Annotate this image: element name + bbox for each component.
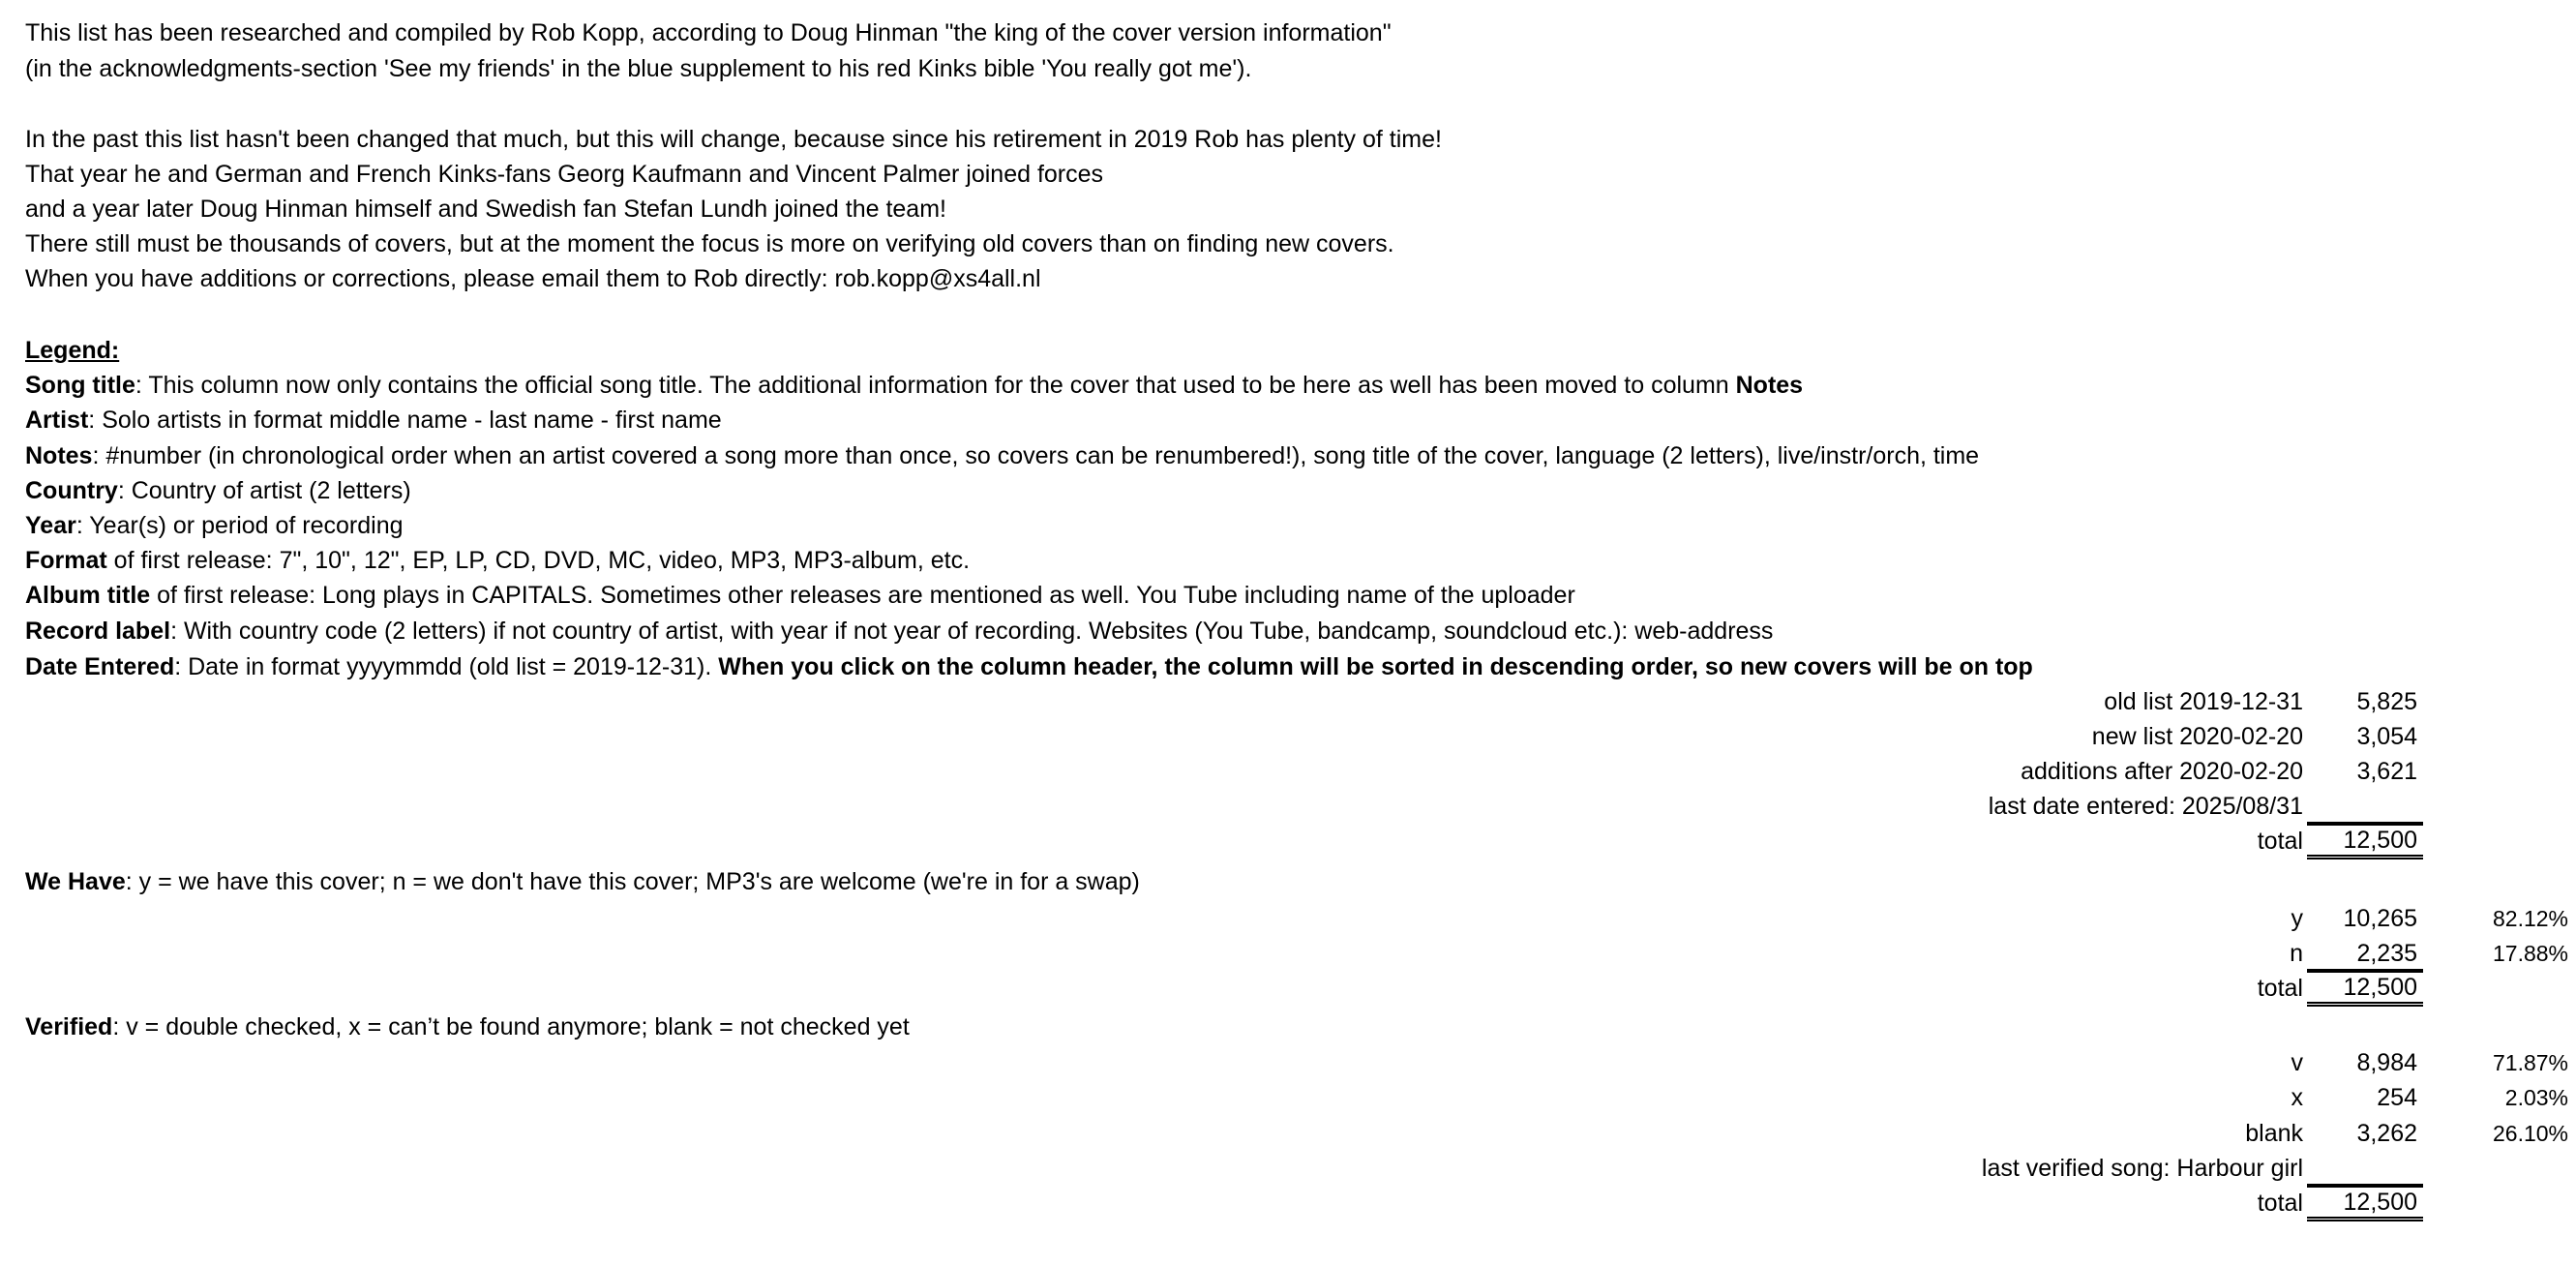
we-have-pct-n: 17.88%	[2492, 941, 2568, 966]
we-have-text: : y = we have this cover; n = we don't have this cover; MP3's are welcome (we're in for a swap)	[125, 868, 1140, 895]
intro-line-5: and a year later Doug Hinman himself and Swedish fan Stefan Lundh joined the team!	[25, 196, 946, 223]
legend-term: Notes	[25, 442, 93, 469]
totals-value-old-list: 5,825	[2356, 688, 2417, 715]
legend-term: Year	[25, 512, 76, 539]
legend-item-album-title	[25, 580, 1575, 611]
verified-value-v: 8,984	[2356, 1049, 2417, 1076]
legend-text: : With country code (2 letters) if not country of artist, with year if not year of recording. Websites (You Tube, bandcamp, soundcloud etc.): web-address	[170, 618, 1774, 645]
legend-text: : Date in format yyyymmdd (old list = 2019-12-31).	[174, 653, 719, 680]
legend-item-artist	[25, 405, 722, 436]
legend-term: Country	[25, 477, 118, 504]
totals-value-additions: 3,621	[2356, 758, 2417, 785]
we-have-label-n: n	[2290, 940, 2303, 967]
we-have-value-y: 10,265	[2343, 905, 2417, 932]
totals-value-new-list: 3,054	[2356, 723, 2417, 750]
legend-term: Format	[25, 547, 107, 574]
legend-term: Date Entered	[25, 653, 175, 680]
we-have-pct-y: 82.12%	[2492, 906, 2568, 931]
verified-label-v: v	[2291, 1049, 2303, 1076]
verified-total-label: total	[2257, 1190, 2303, 1217]
legend-text: : Year(s) or period of recording	[75, 512, 404, 539]
legend-item-year	[25, 510, 404, 541]
legend-heading: Legend:	[25, 337, 120, 364]
verified-label-blank: blank	[2245, 1120, 2303, 1147]
legend-item-format	[25, 545, 970, 576]
legend-item-song-title	[25, 370, 1803, 401]
intro-line-4: That year he and German and French Kinks-fans Georg Kaufmann and Vincent Palmer joined forces	[25, 161, 1104, 188]
verified-value-last-song	[2307, 1153, 2423, 1186]
verified-value-x: 254	[2377, 1084, 2417, 1111]
legend-text: : #number (in chronological order when an artist covered a song more than once, so covers can be renumbered!), song title of the cover, language (2 letters), live/instr/orch, time	[92, 442, 1980, 469]
verified-label-x: x	[2291, 1084, 2303, 1111]
verified-pct-x: 2.03%	[2504, 1085, 2568, 1110]
verified-term: Verified	[25, 1013, 113, 1040]
legend-text: of first release: Long plays in CAPITALS. Sometimes other releases are mentioned as well. You Tube including name of the uploader	[150, 582, 1575, 609]
legend-bold-tail: Notes	[1735, 372, 1804, 399]
legend-item-country	[25, 475, 411, 506]
legend-text: : Country of artist (2 letters)	[117, 477, 411, 504]
we-have-value-n: 2,235	[2307, 938, 2423, 971]
we-have-total-label: total	[2257, 975, 2303, 1002]
we-have-term: We Have	[25, 868, 126, 895]
verified-label-last-song: last verified song: Harbour girl	[1981, 1155, 2303, 1182]
totals-label-new-list: new list 2020-02-20	[2091, 723, 2303, 750]
totals-value-last-date	[2307, 791, 2423, 824]
totals-label-additions: additions after 2020-02-20	[2021, 758, 2303, 785]
legend-term: Record label	[25, 618, 171, 645]
we-have-total-value: 12,500	[2307, 971, 2423, 1007]
verified-pct-v: 71.87%	[2492, 1050, 2568, 1075]
verified-text: : v = double checked, x = can’t be found anymore; blank = not checked yet	[112, 1013, 910, 1040]
legend-text: of first release: 7", 10", 12", EP, LP, CD, DVD, MC, video, MP3, MP3-album, etc.	[106, 547, 971, 574]
verified-description	[25, 1011, 910, 1042]
legend-item-record-label	[25, 616, 1773, 647]
verified-value-blank: 3,262	[2356, 1120, 2417, 1147]
intro-line-1: This list has been researched and compiled by Rob Kopp, according to Doug Hinman "the king of the cover version information"	[25, 19, 1392, 46]
verified-pct-blank: 26.10%	[2492, 1121, 2568, 1146]
legend-text: : Solo artists in format middle name - last name - first name	[88, 407, 722, 434]
verified-total-value: 12,500	[2307, 1186, 2423, 1221]
legend-text: : This column now only contains the official song title. The additional information for the cover that used to be here as well has been moved to column	[135, 372, 1736, 399]
legend-item-notes	[25, 440, 1979, 471]
legend-term: Song title	[25, 372, 135, 399]
legend-term: Album title	[25, 582, 151, 609]
intro-line-3: In the past this list hasn't been changed that much, but this will change, because since his retirement in 2019 Rob has plenty of time!	[25, 126, 1442, 153]
we-have-label-y: y	[2291, 905, 2303, 932]
totals-total-label: total	[2257, 828, 2303, 855]
legend-term: Artist	[25, 407, 89, 434]
legend-item-date-entered	[25, 651, 2033, 682]
intro-line-6: There still must be thousands of covers, but at the moment the focus is more on verifying old covers than on finding new covers.	[25, 230, 1394, 257]
intro-line-7: When you have additions or corrections, please email them to Rob directly: rob.kopp@xs4all.nl	[25, 265, 1041, 292]
legend-bold-tail: When you click on the column header, the column will be sorted in descending order, so new covers will be on top	[718, 653, 2033, 680]
intro-line-2: (in the acknowledgments-section 'See my friends' in the blue supplement to his red Kinks bible 'You really got me').	[25, 55, 1252, 82]
we-have-description	[25, 866, 1140, 897]
totals-label-last-date: last date entered: 2025/08/31	[1988, 793, 2303, 820]
totals-total-value: 12,500	[2307, 824, 2423, 859]
totals-label-old-list: old list 2019-12-31	[2104, 688, 2303, 715]
